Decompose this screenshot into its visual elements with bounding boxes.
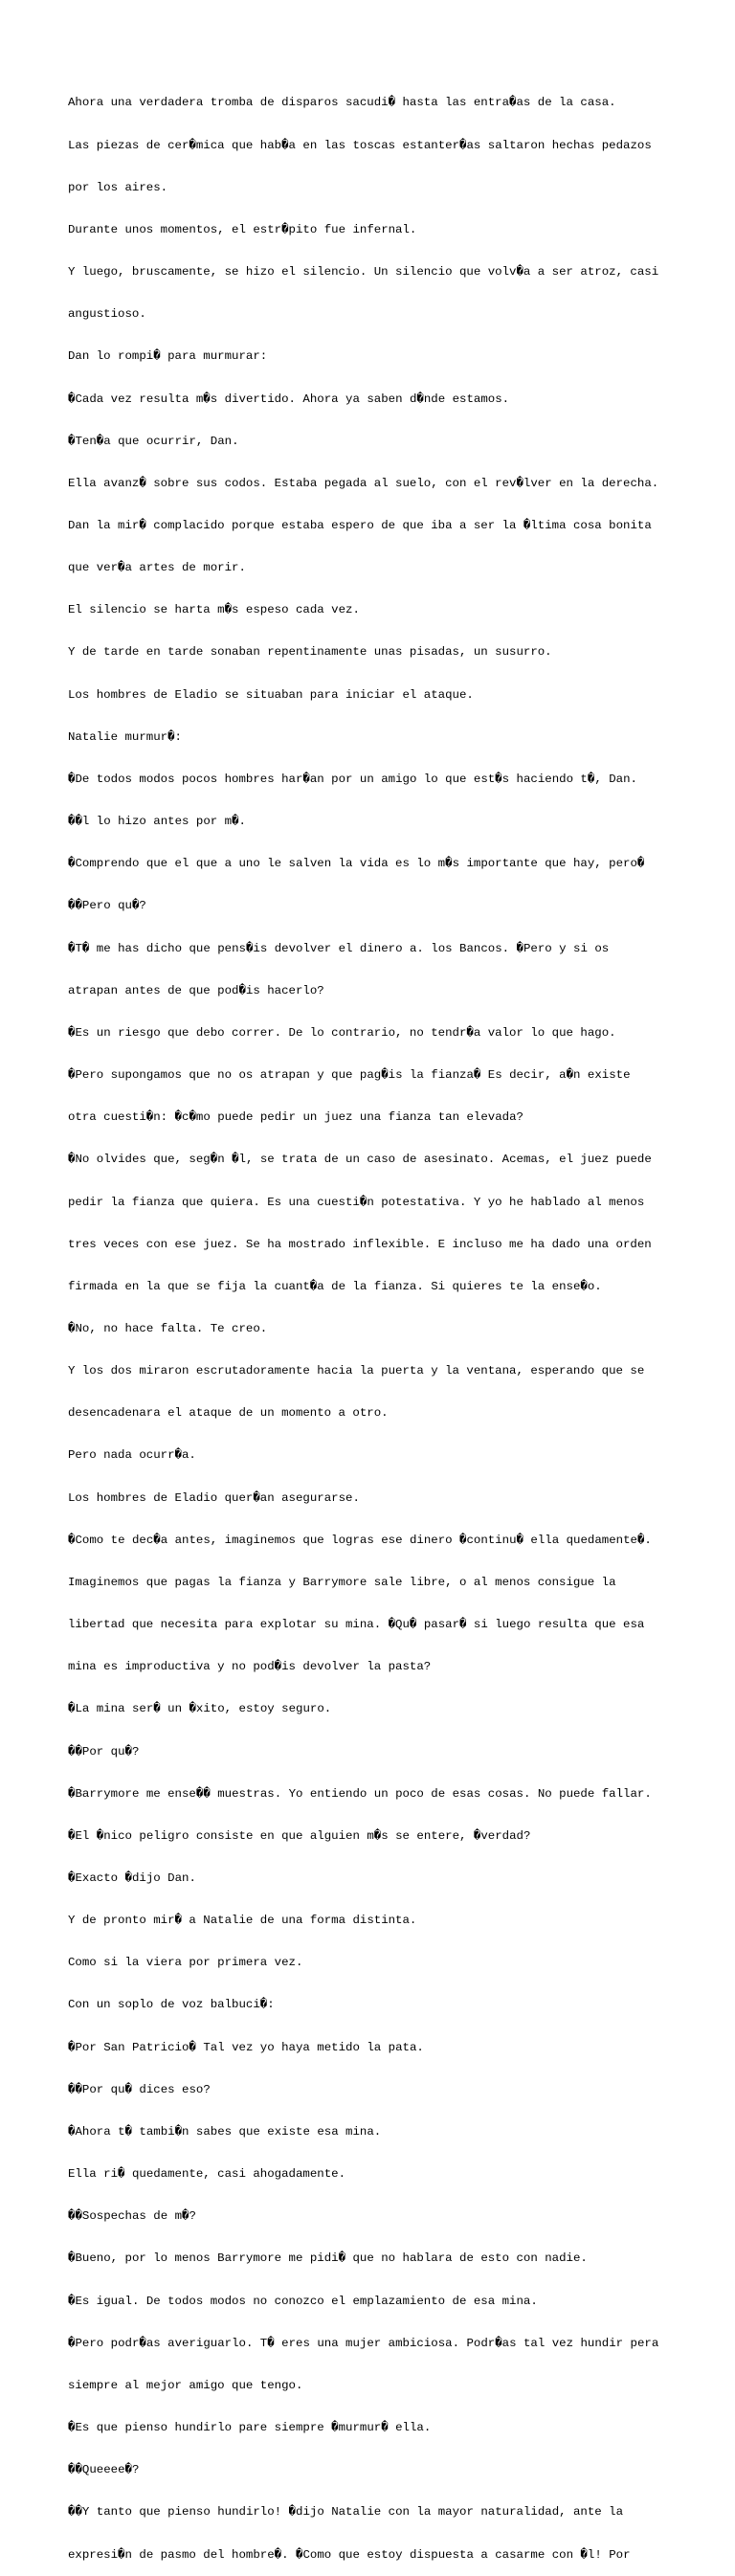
text-line: desencadenara el ataque de un momento a otro. [68,1406,389,1421]
text-line: angustioso. [68,307,146,322]
text-line: Durante unos momentos, el estr�pito fue infernal. [68,222,417,236]
text-line: ��Queeee�? [68,2463,140,2477]
text-line: �Cada vez resulta m�s divertido. Ahora ya saben d�nde estamos. [68,392,510,406]
text-line: �De todos modos pocos hombres har�an por un amigo lo que est�s haciendo t�, Dan. [68,772,637,786]
text-line: que ver�a artes de morir. [68,561,246,575]
text-line: mina es improductiva y no pod�is devolver la pasta? [68,1660,432,1674]
text-line: �Por San Patricio� Tal vez yo haya metido la pata. [68,2040,424,2054]
text-line: atrapan antes de que pod�is hacerlo? [68,983,324,997]
text-line: Las piezas de cer�mica que hab�a en las toscas estanter�as saltaron hechas pedazos [68,138,652,152]
text-line: �Es que pienso hundirlo pare siempre �murmur� ella. [68,2421,432,2435]
text-line: Ella ri� quedamente, casi ahogadamente. [68,2167,346,2182]
text-line: Ella avanz� sobre sus codos. Estaba pegada al suelo, con el rev�lver en la derecha. [68,476,659,490]
text-line: tres veces con ese juez. Se ha mostrado inflexible. E incluso me ha dado una orden [68,1237,652,1251]
text-line: Y de tarde en tarde sonaban repentinamente unas pisadas, un susurro. [68,645,552,660]
text-line: �La mina ser� un �xito, estoy seguro. [68,1702,332,1716]
text-line: por los aires. [68,180,168,194]
text-line: �Es igual. De todos modos no conozco el emplazamiento de esa mina. [68,2294,538,2308]
text-line: siempre al mejor amigo que tengo. [68,2378,303,2392]
text-line: Con un soplo de voz balbuci�: [68,1998,275,2012]
text-line: Y de pronto mir� a Natalie de una forma distinta. [68,1914,417,1928]
text-line: ��Pero qu�? [68,899,146,913]
text-line: Dan la mir� complacido porque estaba espero de que iba a ser la �ltima cosa bonita [68,519,652,532]
text-line: �No olvides que, seg�n �l, se trata de un caso de asesinato. Acemas, el juez puede [68,1153,652,1167]
text-line: �Como te dec�a antes, imaginemos que logras ese dinero �continu� ella quedamente�. [68,1533,652,1547]
text-line: Los hombres de Eladio se situaban para iniciar el ataque. [68,687,474,702]
text-line: Y luego, bruscamente, se hizo el silencio. Un silencio que volv�a a ser atroz, casi [68,265,659,280]
text-line: pedir la fianza que quiera. Es una cuesti�n potestativa. Y yo he hablado al menos [68,1195,645,1209]
text-line: ��Y tanto que pienso hundirlo! �dijo Natalie con la mayor naturalidad, ante la [68,2505,624,2520]
text-line: �Exacto �dijo Dan. [68,1871,196,1885]
text-line: ��Por qu�? [68,1744,140,1758]
text-line: �Pero podr�as averiguarlo. T� eres una mujer ambiciosa. Podr�as tal vez hundir pera [68,2336,659,2350]
text-line: �Comprendo que el que a uno le salven la vida es lo m�s importante que hay, pero� [68,857,645,871]
text-line: Dan lo rompi� para murmurar: [68,349,268,364]
text-line: �Bueno, por lo menos Barrymore me pidi� que no hablara de esto con nadie. [68,2251,588,2266]
text-line: �No, no hace falta. Te creo. [68,1321,268,1335]
text-line: Imaginemos que pagas la fianza y Barrymore sale libre, o al menos consigue la [68,1575,616,1589]
text-line: expresi�n de pasmo del hombre�. �Como que estoy dispuesta a casarme con �l! Por [68,2547,631,2562]
text-line: ��Sospechas de m�? [68,2209,196,2224]
text-line: Natalie murmur�: [68,729,182,744]
text-line: �Pero supongamos que no os atrapan y que pag�is la fianza� Es decir, a�n existe [68,1068,631,1083]
text-line: ��l lo hizo antes por m�. [68,815,246,829]
text-line: Como si la viera por primera vez. [68,1956,303,1970]
text-line: �Es un riesgo que debo correr. De lo contrario, no tendr�a valor lo que hago. [68,1025,616,1040]
text-line: Ahora una verdadera tromba de disparos sacudi� hasta las entra�as de la casa. [68,96,616,110]
text-line: Y los dos miraron escrutadoramente hacia la puerta y la ventana, esperando que se [68,1364,645,1378]
text-line: �El �nico peligro consiste en que alguien m�s se entere, �verdad? [68,1828,531,1843]
text-line: �Ten�a que ocurrir, Dan. [68,434,239,448]
text-line: El silencio se harta m�s espeso cada vez. [68,603,360,617]
text-line: Pero nada ocurr�a. [68,1448,196,1463]
text-line: ��Por qu� dices eso? [68,2082,211,2096]
text-line: otra cuesti�n: �c�mo puede pedir un juez una fianza tan elevada? [68,1110,523,1125]
text-line: �Barrymore me ense�� muestras. Yo entiendo un poco de esas cosas. No puede fallar. [68,1786,652,1801]
text-line: libertad que necesita para explotar su mina. �Qu� pasar� si luego resulta que esa [68,1618,645,1632]
text-line: Los hombres de Eladio quer�an asegurarse. [68,1490,360,1505]
document-page [68,68,690,2576]
text-line: firmada en la que se fija la cuant�a de la fianza. Si quieres te la ense�o. [68,1279,602,1293]
text-line: �T� me has dicho que pens�is devolver el dinero a. los Bancos. �Pero y si os [68,941,610,955]
text-line: �Ahora t� tambi�n sabes que existe esa mina. [68,2124,382,2139]
